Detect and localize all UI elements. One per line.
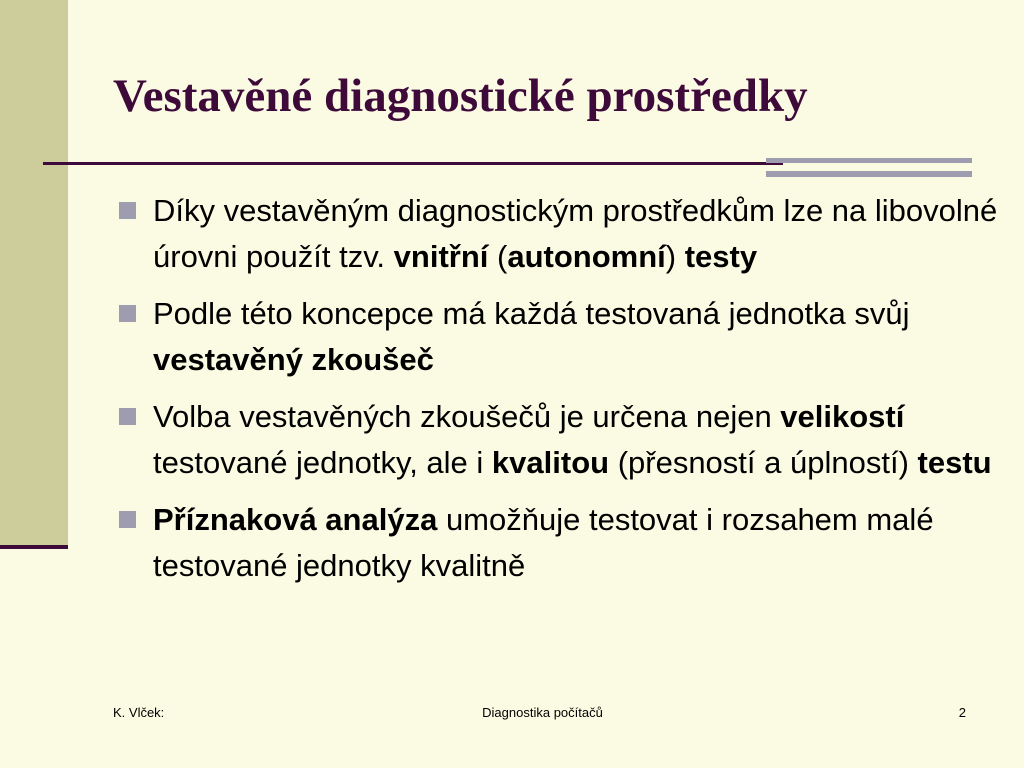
bullet-bold-text: velikostí xyxy=(780,399,905,434)
slide-title: Vestavěné diagnostické prostředky xyxy=(113,70,808,122)
bullet-item xyxy=(118,497,998,589)
accent-bar-top xyxy=(766,158,972,163)
square-bullet-icon xyxy=(119,305,136,322)
bullet-bold-text: Příznaková analýza xyxy=(153,502,438,537)
footer-page-number: 2 xyxy=(958,705,966,720)
bullet-bold-text: kvalitou xyxy=(491,445,610,480)
bullet-list xyxy=(118,188,998,600)
bullet-text: Volba vestavěných zkoušečů je určena nejen xyxy=(153,399,781,434)
bullet-item xyxy=(118,291,998,383)
bullet-bold-text: testu xyxy=(917,445,992,480)
bullet-text: testované jednotky, ale i xyxy=(153,445,492,480)
footer-author: K. Vlček: xyxy=(113,705,165,720)
bullet-text: (přesností a úplností) xyxy=(609,445,918,480)
bullet-text: Díky vestavěným diagnostickým prostředkům lze na libovolné úrovni použít tzv. xyxy=(153,193,998,274)
bullet-text: umožňuje testovat i rozsahem malé testované jednotky kvalitně xyxy=(153,502,934,583)
title-underline xyxy=(43,162,783,165)
square-bullet-icon xyxy=(119,511,136,528)
bullet-bold-text: testy xyxy=(684,239,758,274)
square-bullet-icon xyxy=(119,202,136,219)
square-bullet-icon xyxy=(119,408,136,425)
bullet-item xyxy=(118,188,998,280)
bullet-bold-text: vnitřní xyxy=(393,239,489,274)
bullet-bold-text: autonomní xyxy=(507,239,666,274)
bullet-text: Podle této koncepce má každá testovaná jednotka svůj xyxy=(153,296,910,331)
bullet-item xyxy=(118,394,998,486)
bullet-text: ) xyxy=(665,239,685,274)
footer-course-title: Diagnostika počítačů xyxy=(482,705,603,720)
bullet-bold-text: vestavěný zkoušeč xyxy=(153,342,434,377)
accent-bar-bottom xyxy=(766,171,972,177)
side-decor-band xyxy=(0,0,68,545)
side-decor-rule xyxy=(0,545,68,549)
bullet-text: ( xyxy=(488,239,508,274)
